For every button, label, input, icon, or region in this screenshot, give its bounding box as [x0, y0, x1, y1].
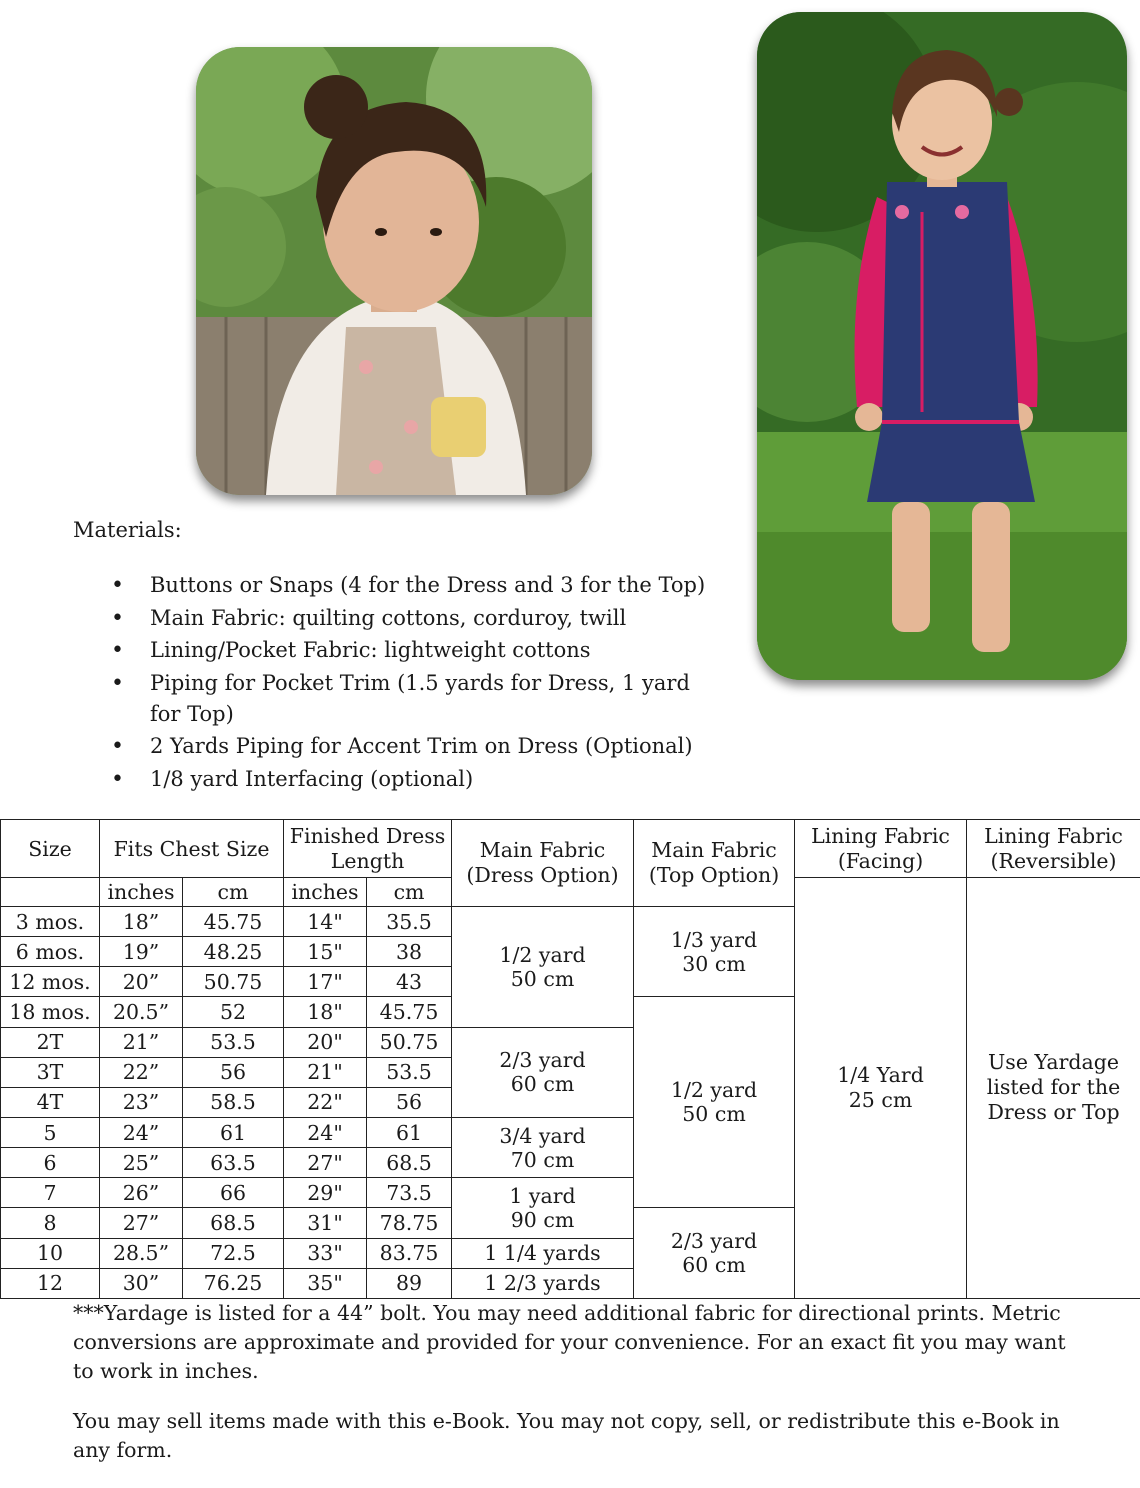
- main-top-yard: 1/2 yard: [670, 1078, 758, 1103]
- cell-length-cm: 56: [367, 1087, 452, 1117]
- header-main-top: Main Fabric (Top Option): [634, 820, 795, 907]
- main-top-cell: [634, 1208, 795, 1298]
- cell-length-in: 31": [284, 1208, 367, 1238]
- list-item: • Lining/Pocket Fabric: lightweight cottons: [105, 635, 725, 666]
- lining-facing-cm: 25 cm: [848, 1087, 913, 1112]
- cell-length-in: 27": [284, 1148, 367, 1178]
- header-length: Finished Dress Length: [284, 820, 452, 878]
- cell-chest-in: 26”: [100, 1178, 183, 1208]
- header-lining-facing: Lining Fabric (Facing): [795, 820, 967, 878]
- cell-chest-cm: 56: [183, 1057, 284, 1087]
- cell-size: 18 mos.: [1, 997, 100, 1027]
- cell-length-cm: 89: [367, 1268, 452, 1298]
- main-dress-cell: [452, 1178, 634, 1238]
- cell-chest-cm: 66: [183, 1178, 284, 1208]
- header-size: Size: [1, 820, 100, 878]
- cell-length-cm: 50.75: [367, 1027, 452, 1057]
- main-dress-cell: [452, 1117, 634, 1177]
- cell-length-cm: 73.5: [367, 1178, 452, 1208]
- size-chart-table: [0, 819, 1140, 1299]
- subheader-length-cm: cm: [367, 878, 452, 907]
- cell-chest-in: 18”: [100, 907, 183, 937]
- cell-chest-cm: 48.25: [183, 937, 284, 967]
- cell-length-cm: 45.75: [367, 997, 452, 1027]
- main-top-cell: [634, 997, 795, 1208]
- cell-chest-in: 19”: [100, 937, 183, 967]
- cell-size: 8: [1, 1208, 100, 1238]
- cell-length-in: 18": [284, 997, 367, 1027]
- cell-chest-cm: 61: [183, 1117, 284, 1147]
- cell-chest-cm: 45.75: [183, 907, 284, 937]
- cell-chest-cm: 50.75: [183, 967, 284, 997]
- cell-size: 3T: [1, 1057, 100, 1087]
- cell-chest-cm: 58.5: [183, 1087, 284, 1117]
- cell-size: 6 mos.: [1, 937, 100, 967]
- lining-facing-yard: 1/4 Yard: [837, 1062, 924, 1087]
- cell-chest-cm: 76.25: [183, 1268, 284, 1298]
- cell-chest-in: 25”: [100, 1148, 183, 1178]
- cell-length-cm: 35.5: [367, 907, 452, 937]
- cell-size: 12: [1, 1268, 100, 1298]
- photo-toddler-illustration: [196, 47, 592, 495]
- cell-chest-in: 24”: [100, 1117, 183, 1147]
- cell-length-cm: 38: [367, 937, 452, 967]
- cell-size: 10: [1, 1238, 100, 1268]
- cell-size: 5: [1, 1117, 100, 1147]
- cell-length-in: 35": [284, 1268, 367, 1298]
- cell-length-in: 33": [284, 1238, 367, 1268]
- lining-facing-cell: [795, 878, 967, 1299]
- cell-chest-cm: 53.5: [183, 1027, 284, 1057]
- main-top-cm: 30 cm: [682, 951, 746, 976]
- cell-length-cm: 78.75: [367, 1208, 452, 1238]
- cell-chest-cm: 68.5: [183, 1208, 284, 1238]
- license-note: You may sell items made with this e-Book. You may not copy, sell, or redistribute this e-Book in any form.: [73, 1409, 1060, 1462]
- main-dress-cell: 1 1/4 yards: [452, 1238, 634, 1268]
- main-dress-cell: [452, 1027, 634, 1117]
- main-top-cell: [634, 907, 795, 997]
- main-dress-yard: 3/4 yard: [499, 1123, 586, 1148]
- cell-length-cm: 53.5: [367, 1057, 452, 1087]
- cell-length-cm: 43: [367, 967, 452, 997]
- photo-toddler-bun: [196, 47, 592, 495]
- lining-reversible-cell: Use Yardage listed for the Dress or Top: [967, 878, 1140, 1299]
- header-main-dress: Main Fabric (Dress Option): [452, 820, 634, 907]
- cell-chest-cm: 63.5: [183, 1148, 284, 1178]
- main-dress-cm: 60 cm: [510, 1072, 575, 1097]
- cell-length-cm: 83.75: [367, 1238, 452, 1268]
- cell-chest-cm: 72.5: [183, 1238, 284, 1268]
- main-dress-cm: 90 cm: [510, 1207, 575, 1232]
- list-item: • Piping for Pocket Trim (1.5 yards for Dress, 1 yard for Top): [105, 668, 725, 730]
- cell-length-cm: 68.5: [367, 1148, 452, 1178]
- header-chest: Fits Chest Size: [100, 820, 284, 878]
- cell-size: 3 mos.: [1, 907, 100, 937]
- main-dress-yard: 1 yard: [509, 1183, 576, 1208]
- cell-length-in: 21": [284, 1057, 367, 1087]
- subheader-chest-cm: cm: [183, 878, 284, 907]
- list-item: • 2 Yards Piping for Accent Trim on Dress (Optional): [105, 731, 725, 762]
- main-dress-yard: 1/2 yard: [499, 942, 586, 967]
- cell-length-in: 14": [284, 907, 367, 937]
- cell-length-in: 15": [284, 937, 367, 967]
- cell-size: 2T: [1, 1027, 100, 1057]
- main-dress-yard: 2/3 yard: [499, 1048, 586, 1073]
- cell-chest-in: 22”: [100, 1057, 183, 1087]
- cell-size: 12 mos.: [1, 967, 100, 997]
- cell-chest-in: 20.5”: [100, 997, 183, 1027]
- cell-length-in: 20": [284, 1027, 367, 1057]
- photo-girl-denim-dress: [757, 12, 1127, 680]
- materials-heading: Materials:: [73, 518, 182, 542]
- main-top-cm: 60 cm: [682, 1253, 746, 1278]
- main-top-yard: 1/3 yard: [670, 927, 758, 952]
- yardage-footnote: ***Yardage is listed for a 44” bolt. You may need additional fabric for directional prints. Metric conversions are approximate and provided for your convenience. For an exact fit you may want to work in inches.: [73, 1301, 1066, 1383]
- cell-chest-in: 28.5”: [100, 1238, 183, 1268]
- cell-chest-in: 23”: [100, 1087, 183, 1117]
- main-dress-cell: 1 2/3 yards: [452, 1268, 634, 1298]
- header-lining-reversible: Lining Fabric (Reversible): [967, 820, 1140, 878]
- subheader-length-inches: inches: [284, 878, 367, 907]
- list-item: • Main Fabric: quilting cottons, corduroy, twill: [105, 603, 725, 634]
- cell-length-in: 22": [284, 1087, 367, 1117]
- main-dress-cm: 70 cm: [510, 1147, 575, 1172]
- main-dress-cell: [452, 907, 634, 1028]
- subheader-blank: [1, 878, 100, 907]
- main-top-yard: 2/3 yard: [670, 1229, 758, 1254]
- cell-chest-in: 27”: [100, 1208, 183, 1238]
- main-dress-cm: 50 cm: [510, 966, 575, 991]
- cell-chest-in: 30”: [100, 1268, 183, 1298]
- cell-size: 7: [1, 1178, 100, 1208]
- cell-length-in: 29": [284, 1178, 367, 1208]
- cell-chest-in: 21”: [100, 1027, 183, 1057]
- list-item: • Buttons or Snaps (4 for the Dress and 3 for the Top): [105, 570, 725, 601]
- materials-list: [105, 570, 725, 796]
- cell-size: 6: [1, 1148, 100, 1178]
- subheader-chest-inches: inches: [100, 878, 183, 907]
- list-item: • 1/8 yard Interfacing (optional): [105, 764, 725, 795]
- photo-girl-illustration: [757, 12, 1127, 680]
- main-top-cm: 50 cm: [682, 1102, 746, 1127]
- cell-size: 4T: [1, 1087, 100, 1117]
- cell-chest-cm: 52: [183, 997, 284, 1027]
- cell-chest-in: 20”: [100, 967, 183, 997]
- cell-length-in: 24": [284, 1117, 367, 1147]
- cell-length-cm: 61: [367, 1117, 452, 1147]
- cell-length-in: 17": [284, 967, 367, 997]
